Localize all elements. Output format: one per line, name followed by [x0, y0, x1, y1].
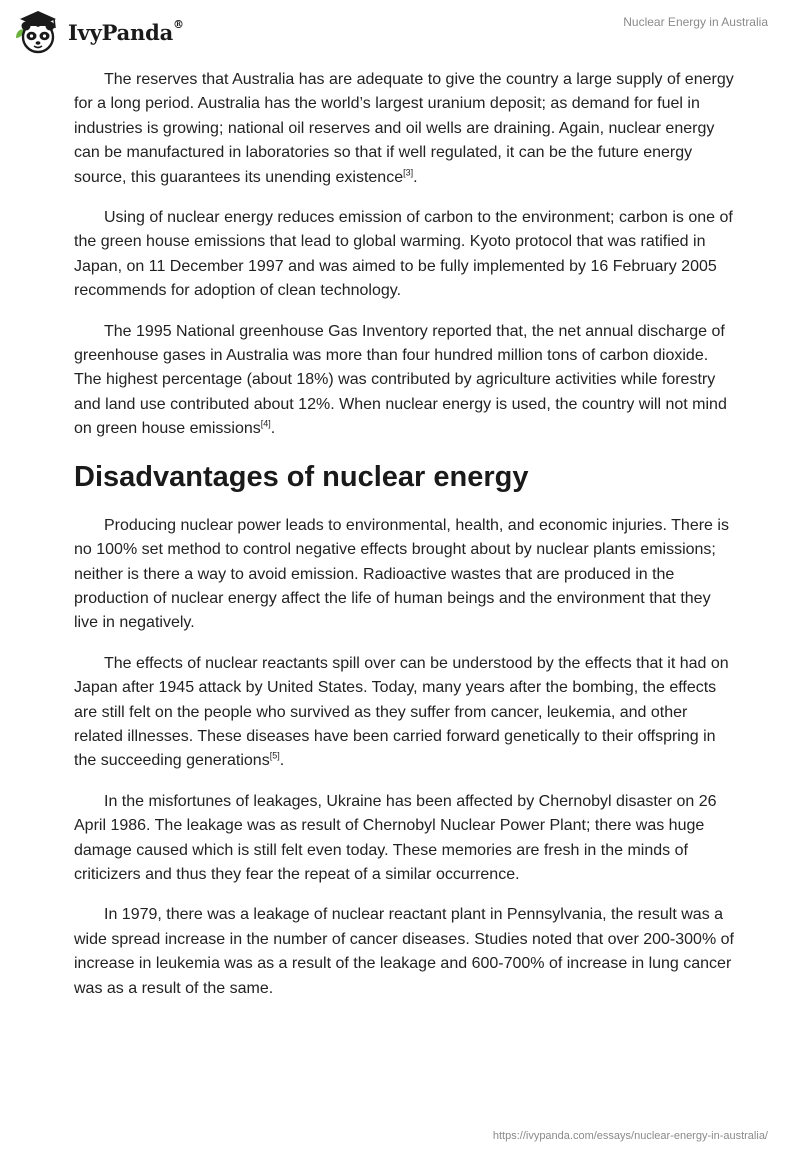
footnote-ref[interactable]: [5]	[269, 751, 280, 762]
paragraph: Using of nuclear energy reduces emission of carbon to the environment; carbon is one of the green house emissions that lead to global warming. Kyoto protocol that was ratified in Japan, on 11 December 1997 and was aimed to be fully implemented by 16 February 2005 recommends for adoption of clean technology.	[74, 209, 733, 300]
article-body	[74, 68, 734, 1017]
paragraph: Producing nuclear power leads to environmental, health, and economic injuries. There is no 100% set method to control negative effects brought about by nuclear plants emissions; neither is there a way to avoid emission. Radioactive wastes that are produced in the production of nuclear energy affect the life of human beings and the environment that they live in negatively.	[74, 516, 729, 632]
brand-logo[interactable]	[14, 8, 184, 56]
paragraph: The effects of nuclear reactants spill over can be understood by the effects that it had on Japan after 1945 attack by United States. Today, many years after the bombing, the effects are still felt on the people who survived as they suffer from cancer, leukemia, and other related illnesses. These diseases have been carried forward genetically to their offspring in the succeeding generations[5].	[74, 654, 729, 770]
document-title: Nuclear Energy in Australia	[623, 15, 768, 29]
section-heading: Disadvantages of nuclear energy	[74, 460, 529, 493]
footnote-ref[interactable]: [3]	[403, 167, 414, 178]
page-header	[0, 0, 800, 70]
paragraph: The reserves that Australia has are adequate to give the country a large supply of energy for a long period. Australia has the world’s largest uranium deposit; as demand for fuel in industries is growing; national oil reserves and oil wells are draining. Again, nuclear energy can be manufactured in laboratories so that if well regulated, it can be the future energy source, this guarantees its unending existence[3].	[74, 71, 734, 186]
paragraph: In 1979, there was a leakage of nuclear reactant plant in Pennsylvania, the result was a wide spread increase in the number of cancer diseases. Studies noted that over 200-300% of increase in leukemia was as a result of the leakage and 600-700% of increase in lung cancer was as a result of the same.	[74, 906, 734, 997]
paragraph: The 1995 National greenhouse Gas Inventory reported that, the net annual discharge of greenhouse gases in Australia was more than four hundred million tons of carbon dioxide. The highest percentage (about 18%) was contributed by agriculture activities while forestry and land use contributed about 12%. When nuclear energy is used, the country will not mind on green house emissions[4].	[74, 322, 727, 438]
panda-graduate-icon	[14, 8, 62, 56]
source-url[interactable]: https://ivypanda.com/essays/nuclear-energy-in-australia/	[492, 1130, 768, 1142]
paragraph: In the misfortunes of leakages, Ukraine has been affected by Chernobyl disaster on 26 April 1986. The leakage was as result of Chernobyl Nuclear Power Plant; there was huge damage caused which is still felt even today. These memories are fresh in the minds of criticizers and thus they fear the repeat of a similar occurrence.	[74, 792, 717, 883]
brand-name: IvyPanda®	[68, 17, 184, 45]
footnote-ref[interactable]: [4]	[260, 418, 271, 429]
